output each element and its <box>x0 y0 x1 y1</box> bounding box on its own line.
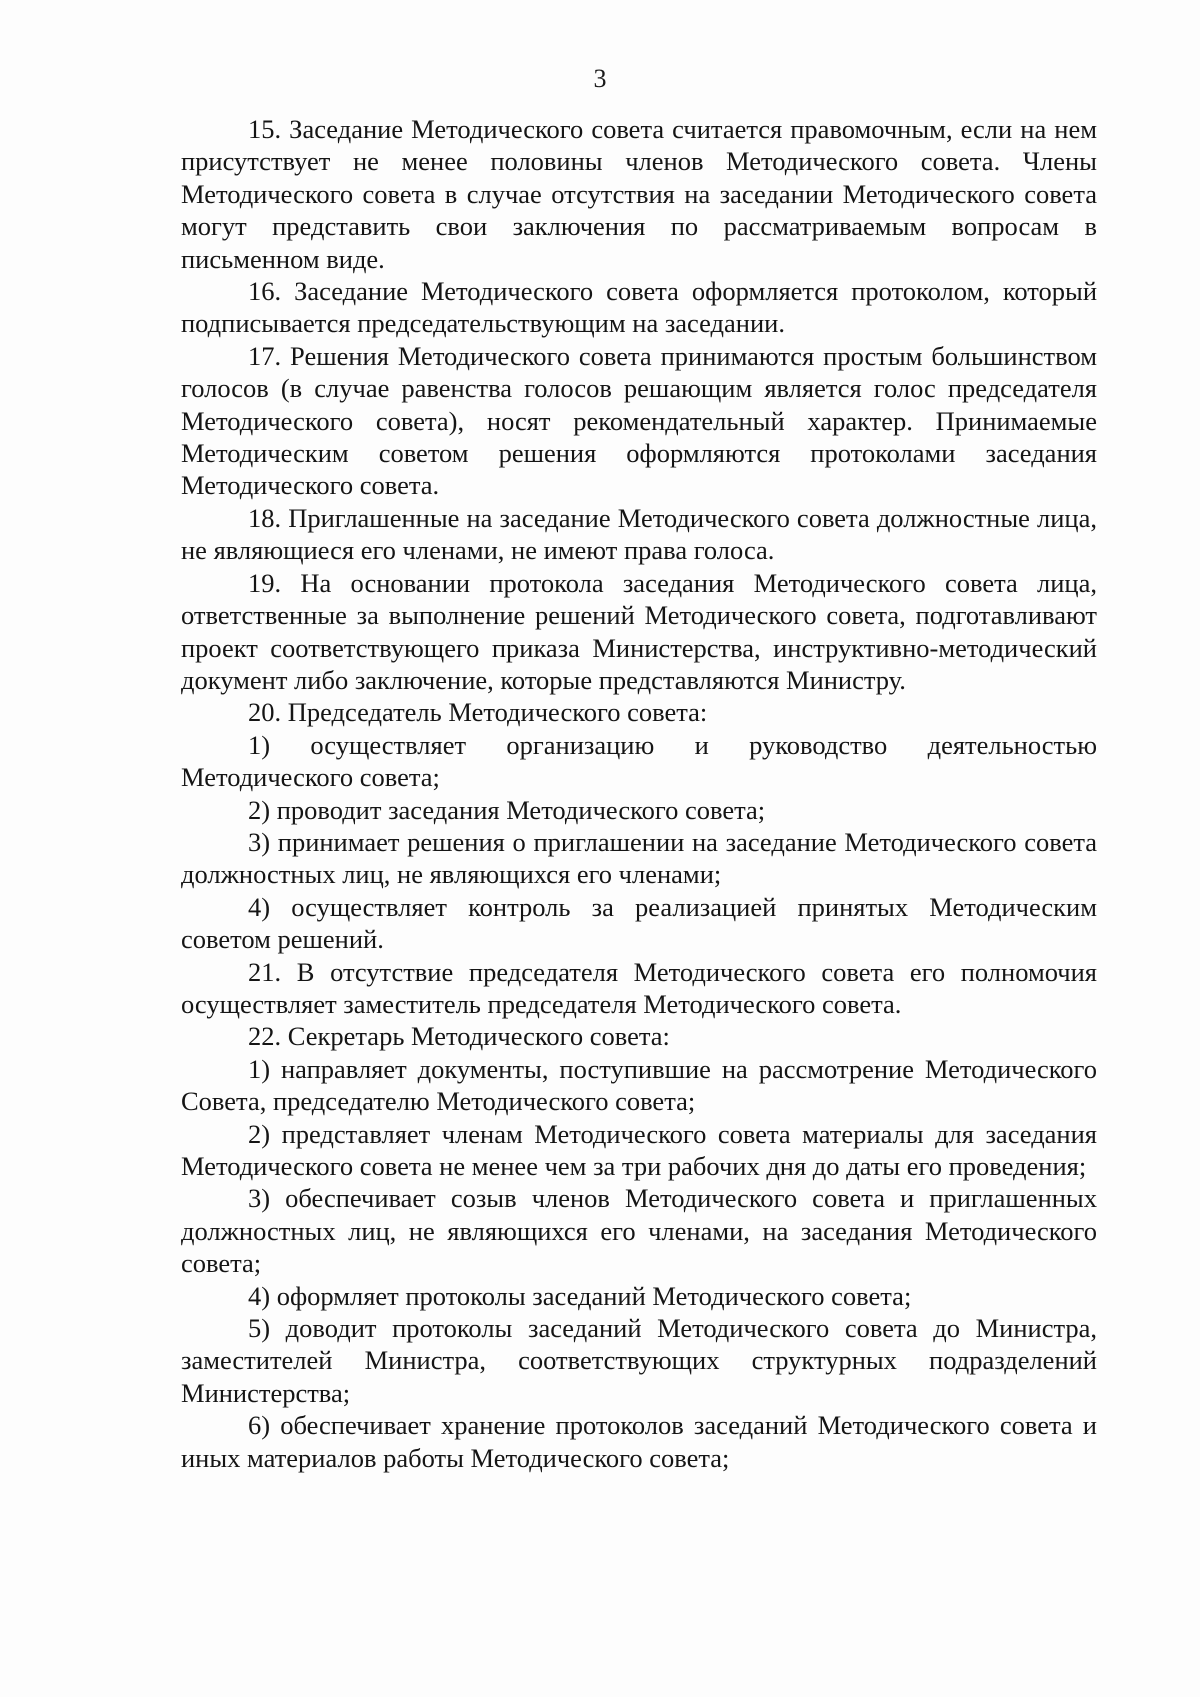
paragraph-22-item-6: 6) обеспечивает хранение протоколов заседаний Методического совета и иных материалов работы Методического совета; <box>181 1410 1097 1473</box>
paragraph-18: 18. Приглашенные на заседание Методического совета должностные лица, не являющиеся его членами, не имеют права голоса. <box>181 502 1097 566</box>
paragraph-22-item-5: 5) доводит протоколы заседаний Методического совета до Министра, заместителей Министра, соответствующих структурных подразделений Министерства; <box>181 1313 1097 1408</box>
paragraph-20-item-4: 4) осуществляет контроль за реализацией принятых Методическим советом решений. <box>181 891 1097 955</box>
paragraph-17: 17. Решения Методического совета принимаются простым большинством голосов (в случае равенства голосов решающим является голос председателя Методического совета), носят рекомендательный характер. Принимаемые Методическим советом решения оформляются протоколами заседания Методического совета. <box>181 340 1097 501</box>
paragraph-20-item-2: 2) проводит заседания Методического совета; <box>248 794 766 825</box>
document-body <box>181 113 1097 1474</box>
paragraph-20-item-1: 1) осуществляет организацию и руководство деятельностью Методического совета; <box>181 729 1097 793</box>
paragraph-22-item-1: 1) направляет документы, поступившие на рассмотрение Методического Совета, председателю Методического совета; <box>181 1053 1097 1117</box>
paragraph-22-item-2: 2) представляет членам Методического совета материалы для заседания Методического совета не менее чем за три рабочих дня до даты его проведения; <box>181 1118 1097 1181</box>
paragraph-22-heading: 22. Секретарь Методического совета: <box>248 1021 670 1052</box>
paragraph-22-item-3: 3) обеспечивает созыв членов Методического совета и приглашенных должностных лиц, не являющихся его членами, на заседания Методического совета; <box>181 1183 1097 1279</box>
paragraph-21: 21. В отсутствие председателя Методического совета его полномочия осуществляет заместитель председателя Методического совета. <box>181 956 1097 1019</box>
paragraph-20-heading: 20. Председатель Методического совета: <box>248 697 708 728</box>
paragraph-22-item-4: 4) оформляет протоколы заседаний Методического совета; <box>248 1280 912 1311</box>
paragraph-19: 19. На основании протокола заседания Методического совета лица, ответственные за выполнение решений Методического совета, подготавливают проект соответствующего приказа Министерства, инструктивно-методический документ либо заключение, которые представляются Министру. <box>181 567 1097 695</box>
page-number: 3 <box>593 64 607 93</box>
paragraph-16: 16. Заседание Методического совета оформляется протоколом, который подписывается председательствующим на заседании. <box>181 276 1097 339</box>
paragraph-15: 15. Заседание Методического совета считается правомочным, если на нем присутствует не менее половины членов Методического совета. Члены Методического совета в случае отсутствия на заседании Методического совета могут представить свои заключения по рассматриваемым вопросам в письменном виде. <box>181 114 1097 274</box>
paragraph-20-item-3: 3) принимает решения о приглашении на заседание Методического совета должностных лиц, не являющихся его членами; <box>181 826 1097 890</box>
